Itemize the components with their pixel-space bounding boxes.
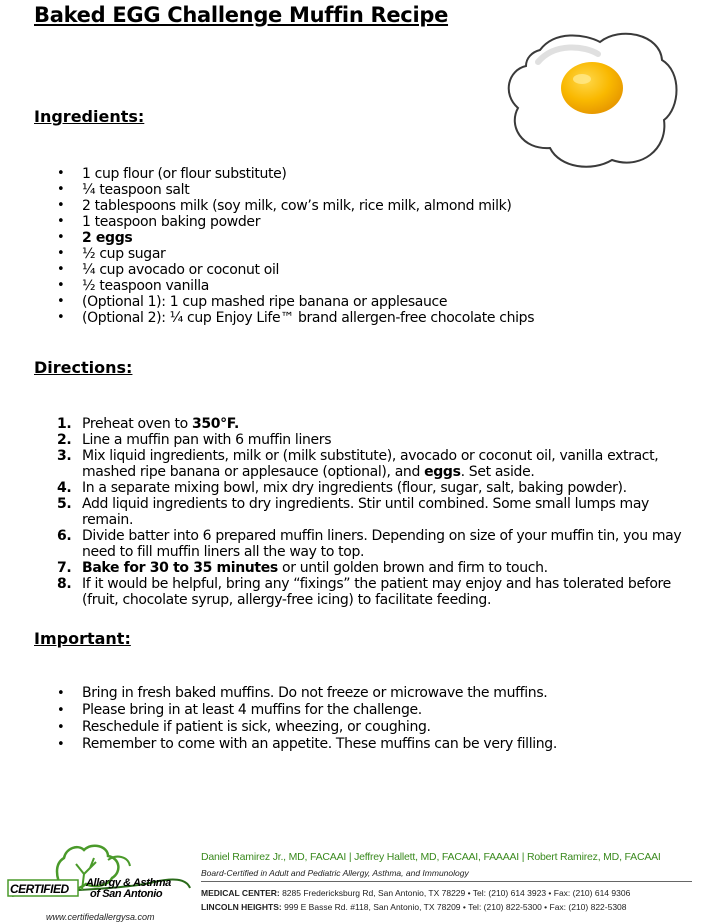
directions-list [0,416,697,608]
fried-egg-icon [500,22,682,172]
list-item: • ½ teaspoon vanilla [57,278,210,294]
footer [0,838,717,923]
list-item: 7. Bake for 30 to 35 minutes or until golden brown and firm to touch. [57,560,548,576]
practice-logo [4,838,196,923]
list-item: 8. If it would be helpful, bring any “fixings” the patient may enjoy and has tolerated before (fruit, chocolate syrup, allergy-free icing) to facilitate feeding. [57,576,671,608]
page-title: Baked EGG Challenge Muffin Recipe [34,3,449,27]
board-certification: Board-Certified in Adult and Pediatric Allergy, Asthma, and Immunology [201,868,469,878]
list-item: 6. Divide batter into 6 prepared muffin liners. Depending on size of your muffin tin, you may need to fill muffin liners all the way to top. [57,528,682,560]
list-item: • Reschedule if patient is sick, wheezing, or coughing. [57,719,431,735]
important-list [0,685,697,753]
list-item: 3. Mix liquid ingredients, milk or (milk substitute), avocado or coconut oil, vanilla extract, mashed ripe banana or applesauce (optional), and eggs. Set aside. [57,448,659,480]
list-item: • (Optional 2): ¼ cup Enjoy Life™ brand allergen-free chocolate chips [57,310,535,326]
important-heading: Important: [34,629,131,648]
ingredients-list [0,166,697,326]
list-item: • Remember to come with an appetite. These muffins can be very filling. [57,736,557,752]
list-item: • (Optional 1): 1 cup mashed ripe banana or applesauce [57,294,448,310]
list-item: 2. Line a muffin pan with 6 muffin liners [57,432,332,448]
list-item: • 2 tablespoons milk (soy milk, cow’s milk, rice milk, almond milk) [57,198,512,214]
list-item: • 2 eggs [57,230,133,246]
list-item: • ½ cup sugar [57,246,166,262]
list-item: 4. In a separate mixing bowl, mix dry ingredients (flour, sugar, salt, baking powder). [57,480,627,496]
list-item: 1. Preheat oven to 350°F. [57,416,239,432]
list-item: • 1 cup flour (or flour substitute) [57,166,287,182]
logo-name: Allergy & Asthma of San Antonio [86,877,171,900]
list-item: • 1 teaspoon baking powder [57,214,261,230]
lincoln-heights-address: LINCOLN HEIGHTS: 999 E Basse Rd. #118, San Antonio, TX 78209 • Tel: (210) 822-5300 • Fax: (210) 822-5308 [201,902,627,912]
list-item: 5. Add liquid ingredients to dry ingredients. Stir until combined. Some small lumps may remain. [57,496,649,528]
doctors-line: Daniel Ramirez Jr., MD, FACAAI | Jeffrey Hallett, MD, FACAAI, FAAAAI | Robert Ramirez, MD, FACAAI [201,851,661,863]
list-item: • ¼ cup avocado or coconut oil [57,262,280,278]
list-item: • Bring in fresh baked muffins. Do not freeze or microwave the muffins. [57,685,548,701]
directions-heading: Directions: [34,358,133,377]
list-item: • Please bring in at least 4 muffins for the challenge. [57,702,422,718]
ingredients-heading: Ingredients: [34,107,145,126]
logo-certified: CERTIFIED [10,882,69,896]
list-item: • ¼ teaspoon salt [57,182,190,198]
logo-url: www.certifiedallergysa.com [46,912,155,922]
footer-divider [201,881,692,882]
medical-center-address: MEDICAL CENTER: 8285 Fredericksburg Rd, San Antonio, TX 78229 • Tel: (210) 614 3923 • Fax: (210) 614 9306 [201,888,631,898]
